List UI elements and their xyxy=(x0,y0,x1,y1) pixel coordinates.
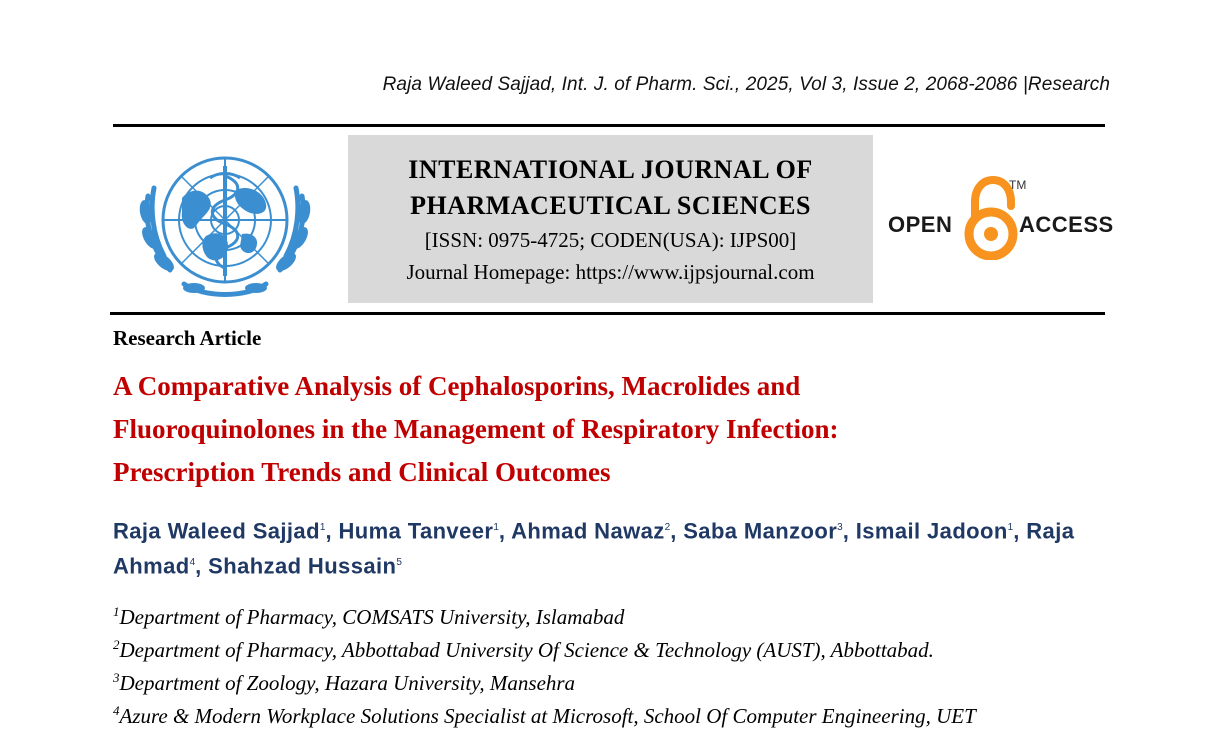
author-affiliation-mark: 1 xyxy=(493,522,499,533)
author-affiliation-mark: 4 xyxy=(189,557,196,569)
article-title-line: Fluoroquinolones in the Management of Respiratory Infection: xyxy=(113,414,839,444)
affiliation-item xyxy=(113,598,1103,631)
author-affiliation-mark: 2 xyxy=(664,522,671,533)
article-type: Research Article xyxy=(113,326,262,350)
journal-emblem xyxy=(124,138,326,306)
author-name[interactable]: Shahzad Hussain xyxy=(208,553,397,579)
affiliation-number: 3 xyxy=(113,670,120,685)
author-affiliation-mark: 5 xyxy=(396,557,402,569)
author-affiliation-mark: 3 xyxy=(837,522,843,533)
affiliation-number: 2 xyxy=(113,637,120,652)
author-list: Raja Waleed Sajjad$^1$, Huma Tanveer$^1$, Ahmad Nawaz$^2$, Saba Manzoor$^3$, Ismail Jadoon$^1$, Raja Ahmad$^4$, Shahzad Hussain$^5$ xyxy=(113,518,1075,579)
masthead-top-rule xyxy=(113,124,1105,127)
article-title-line: Prescription Trends and Clinical Outcomes xyxy=(113,457,611,487)
article-title xyxy=(113,365,1103,494)
running-head: Raja Waleed Sajjad, Int. J. of Pharm. Sci., 2025, Vol 3, Issue 2, 2068-2086 |Research xyxy=(382,74,1110,95)
author-name[interactable]: Saba Manzoor xyxy=(683,518,838,544)
affiliation-number: 4 xyxy=(113,703,120,718)
journal-title-line1: INTERNATIONAL JOURNAL OF xyxy=(408,155,813,184)
author-name[interactable]: Huma Tanveer xyxy=(338,518,494,544)
open-access-logo xyxy=(888,176,1114,260)
author-name[interactable]: Raja Waleed Sajjad xyxy=(113,518,320,544)
journal-title-line2: PHARMACEUTICAL SCIENCES xyxy=(410,191,811,220)
affiliation-text: Department of Zoology, Hazara University, Mansehra xyxy=(119,671,576,695)
affiliation-text: Department of Pharmacy, Abbottabad University Of Science & Technology (AUST), Abbottabad. xyxy=(119,638,934,662)
journal-masthead xyxy=(348,135,873,303)
affiliation-item xyxy=(113,697,1103,730)
author-name[interactable]: Ahmad Nawaz xyxy=(511,518,665,544)
author-affiliation-mark: 1 xyxy=(1007,522,1014,533)
affiliation-text: Department of Pharmacy, COMSATS University, Islamabad xyxy=(119,605,625,629)
journal-homepage[interactable]: Journal Homepage: https://www.ijpsjournal.com xyxy=(406,260,815,284)
affiliation-item xyxy=(113,631,1103,664)
trademark-mark: TM xyxy=(1009,178,1027,192)
affiliation-item xyxy=(113,664,1103,697)
affiliation-number: 1 xyxy=(113,604,120,619)
journal-issn: [ISSN: 0975-4725; CODEN(USA): IJPS00] xyxy=(424,228,797,252)
open-access-right-word: ACCESS xyxy=(1019,212,1114,237)
affiliation-text: Azure & Modern Workplace Solutions Specialist at Microsoft, School Of Computer Engineering, UET xyxy=(119,704,976,728)
author-affiliation-mark: 1 xyxy=(319,522,326,533)
author-name[interactable]: Ismail Jadoon xyxy=(855,518,1008,544)
affiliation-list xyxy=(113,598,1103,730)
open-access-left-word: OPEN xyxy=(888,212,953,237)
article-title-line: A Comparative Analysis of Cephalosporins, Macrolides and xyxy=(113,371,801,401)
author-name[interactable]: Raja Ahmad xyxy=(113,518,1075,579)
masthead-bottom-rule xyxy=(110,312,1105,315)
